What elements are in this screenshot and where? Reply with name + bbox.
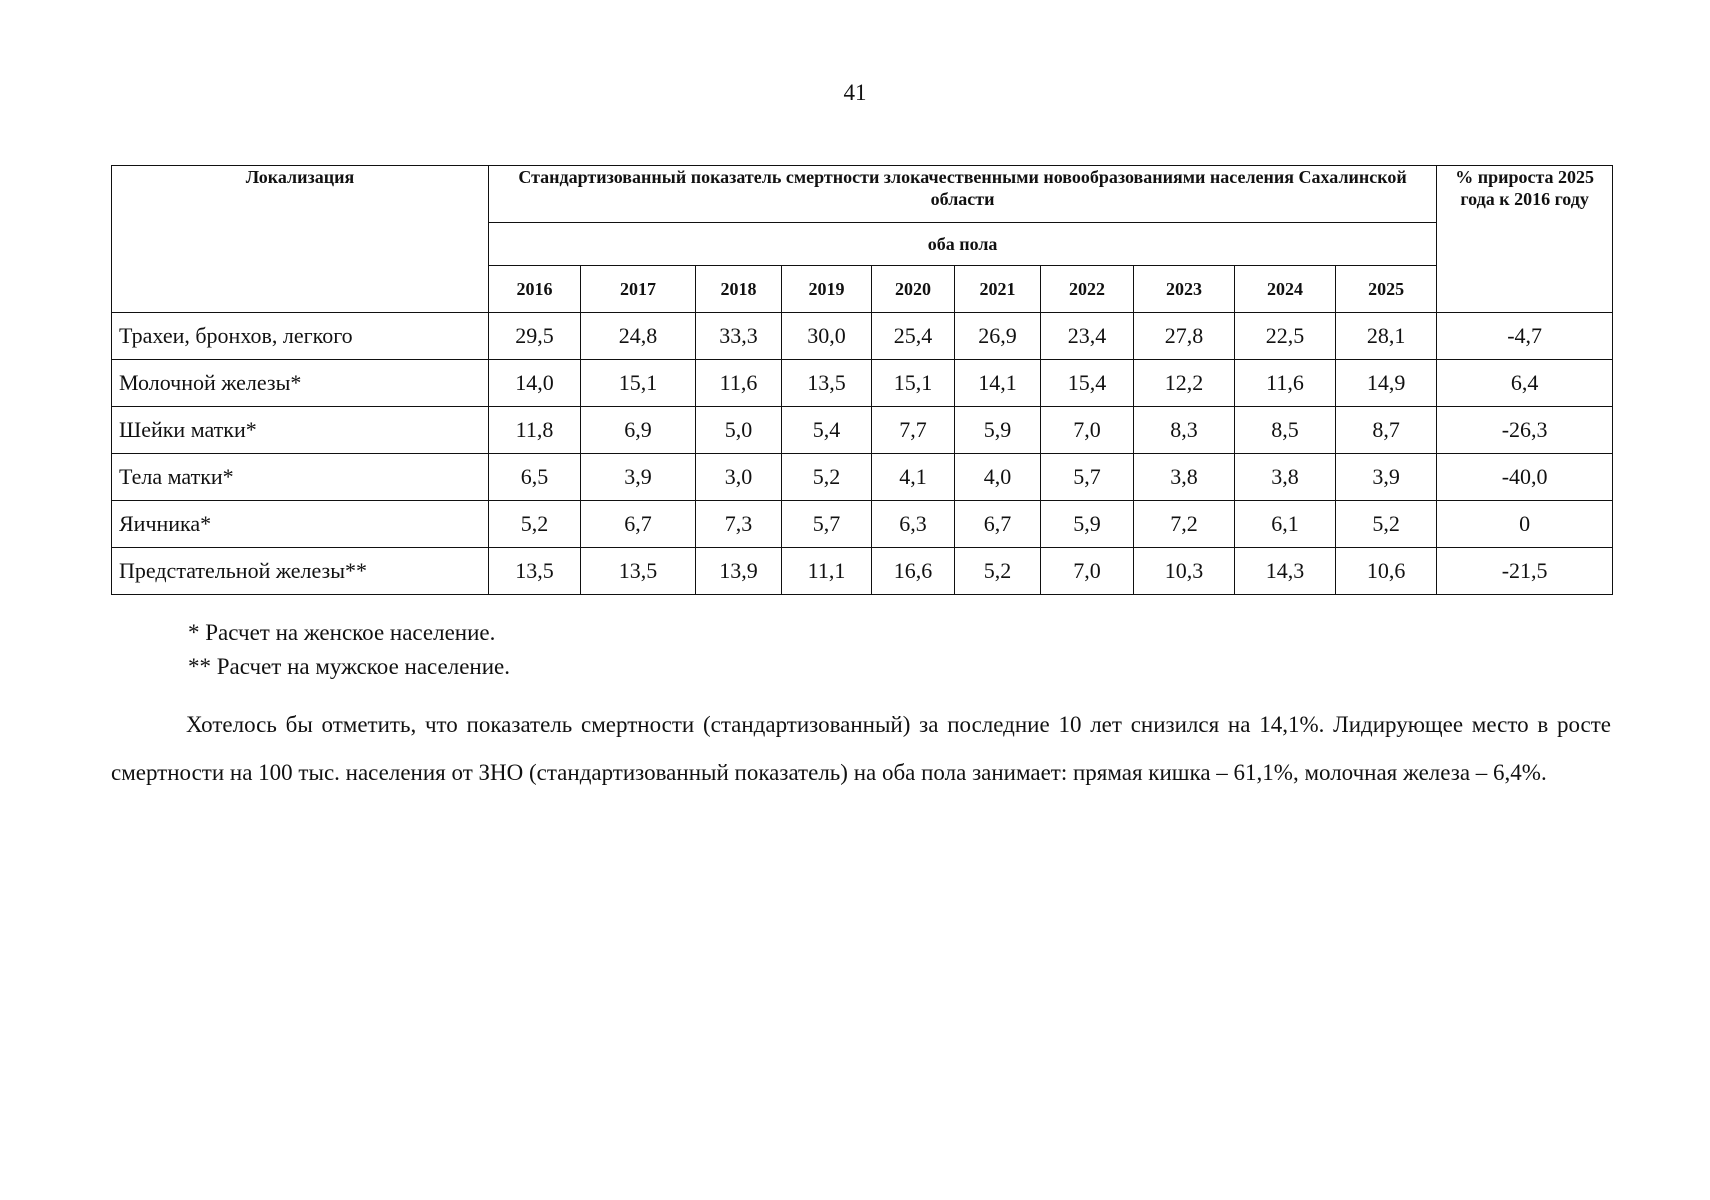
value-cell: 5,2 bbox=[489, 501, 581, 548]
value-cell: 22,5 bbox=[1235, 313, 1336, 360]
page-number: 41 bbox=[843, 80, 867, 105]
localization-header: Локализация bbox=[112, 166, 489, 313]
value-cell: 5,2 bbox=[782, 454, 872, 501]
growth-cell: -4,7 bbox=[1437, 313, 1613, 360]
footnote-male: ** Расчет на мужское население. bbox=[188, 654, 510, 679]
growth-cell: -21,5 bbox=[1437, 548, 1613, 595]
value-cell: 14,3 bbox=[1235, 548, 1336, 595]
value-cell: 14,0 bbox=[489, 360, 581, 407]
value-cell: 23,4 bbox=[1041, 313, 1134, 360]
table-row bbox=[112, 313, 1613, 360]
value-cell: 5,7 bbox=[1041, 454, 1134, 501]
year-header: 2024 bbox=[1235, 266, 1336, 313]
value-cell: 13,5 bbox=[489, 548, 581, 595]
value-cell: 15,1 bbox=[581, 360, 696, 407]
value-cell: 7,0 bbox=[1041, 407, 1134, 454]
year-header: 2019 bbox=[782, 266, 872, 313]
value-cell: 5,2 bbox=[1336, 501, 1437, 548]
growth-cell: -40,0 bbox=[1437, 454, 1613, 501]
value-cell: 5,9 bbox=[955, 407, 1041, 454]
year-header: 2018 bbox=[696, 266, 782, 313]
row-label: Молочной железы* bbox=[112, 360, 489, 407]
value-cell: 8,7 bbox=[1336, 407, 1437, 454]
growth-cell: 0 bbox=[1437, 501, 1613, 548]
year-header: 2022 bbox=[1041, 266, 1134, 313]
value-cell: 15,1 bbox=[872, 360, 955, 407]
value-cell: 5,9 bbox=[1041, 501, 1134, 548]
table-body bbox=[112, 313, 1613, 595]
value-cell: 5,7 bbox=[782, 501, 872, 548]
conclusion-paragraph bbox=[111, 701, 1611, 797]
year-header: 2025 bbox=[1336, 266, 1437, 313]
value-cell: 8,3 bbox=[1134, 407, 1235, 454]
value-cell: 11,6 bbox=[696, 360, 782, 407]
row-label: Яичника* bbox=[112, 501, 489, 548]
value-cell: 8,5 bbox=[1235, 407, 1336, 454]
value-cell: 11,1 bbox=[782, 548, 872, 595]
subgroup-header: оба пола bbox=[489, 223, 1437, 266]
value-cell: 25,4 bbox=[872, 313, 955, 360]
value-cell: 16,6 bbox=[872, 548, 955, 595]
table-row bbox=[112, 548, 1613, 595]
value-cell: 4,1 bbox=[872, 454, 955, 501]
value-cell: 3,9 bbox=[581, 454, 696, 501]
table-row bbox=[112, 407, 1613, 454]
value-cell: 3,9 bbox=[1336, 454, 1437, 501]
value-cell: 26,9 bbox=[955, 313, 1041, 360]
mortality-table bbox=[111, 165, 1613, 595]
year-header: 2017 bbox=[581, 266, 696, 313]
value-cell: 29,5 bbox=[489, 313, 581, 360]
value-cell: 3,8 bbox=[1134, 454, 1235, 501]
value-cell: 12,2 bbox=[1134, 360, 1235, 407]
value-cell: 5,0 bbox=[696, 407, 782, 454]
value-cell: 13,5 bbox=[581, 548, 696, 595]
value-cell: 14,9 bbox=[1336, 360, 1437, 407]
value-cell: 33,3 bbox=[696, 313, 782, 360]
value-cell: 30,0 bbox=[782, 313, 872, 360]
value-cell: 7,0 bbox=[1041, 548, 1134, 595]
value-cell: 5,4 bbox=[782, 407, 872, 454]
value-cell: 11,8 bbox=[489, 407, 581, 454]
conclusion-text: Хотелось бы отметить, что показатель смертности (стандартизованный) за последние 10 лет снизился на 14,1%. Лидирующее место в росте смертности на 100 тыс. населения от ЗНО (стандартизованный показатель) на оба пола занимает: прямая кишка – 61,1%, молочная железа – 6,4%. bbox=[111, 712, 1611, 785]
value-cell: 6,5 bbox=[489, 454, 581, 501]
value-cell: 5,2 bbox=[955, 548, 1041, 595]
value-cell: 7,3 bbox=[696, 501, 782, 548]
year-header: 2021 bbox=[955, 266, 1041, 313]
table-row bbox=[112, 360, 1613, 407]
value-cell: 4,0 bbox=[955, 454, 1041, 501]
header-row-main bbox=[112, 166, 1613, 223]
value-cell: 15,4 bbox=[1041, 360, 1134, 407]
growth-cell: -26,3 bbox=[1437, 407, 1613, 454]
value-cell: 28,1 bbox=[1336, 313, 1437, 360]
value-cell: 11,6 bbox=[1235, 360, 1336, 407]
value-cell: 13,9 bbox=[696, 548, 782, 595]
value-cell: 24,8 bbox=[581, 313, 696, 360]
year-header: 2020 bbox=[872, 266, 955, 313]
value-cell: 6,7 bbox=[581, 501, 696, 548]
row-label: Предстательной железы** bbox=[112, 548, 489, 595]
growth-cell: 6,4 bbox=[1437, 360, 1613, 407]
value-cell: 7,7 bbox=[872, 407, 955, 454]
year-header: 2016 bbox=[489, 266, 581, 313]
row-label: Трахеи, бронхов, легкого bbox=[112, 313, 489, 360]
footnote-female: * Расчет на женское население. bbox=[188, 620, 496, 645]
indicator-header: Стандартизованный показатель смертности злокачественными новообразованиями населения Сахалинской области bbox=[489, 166, 1437, 223]
table-row bbox=[112, 454, 1613, 501]
value-cell: 27,8 bbox=[1134, 313, 1235, 360]
value-cell: 3,0 bbox=[696, 454, 782, 501]
growth-header: % прироста 2025 года к 2016 году bbox=[1437, 166, 1613, 313]
table-row bbox=[112, 501, 1613, 548]
row-label: Шейки матки* bbox=[112, 407, 489, 454]
value-cell: 10,6 bbox=[1336, 548, 1437, 595]
value-cell: 6,1 bbox=[1235, 501, 1336, 548]
year-header: 2023 bbox=[1134, 266, 1235, 313]
value-cell: 13,5 bbox=[782, 360, 872, 407]
value-cell: 6,3 bbox=[872, 501, 955, 548]
value-cell: 10,3 bbox=[1134, 548, 1235, 595]
value-cell: 3,8 bbox=[1235, 454, 1336, 501]
value-cell: 7,2 bbox=[1134, 501, 1235, 548]
row-label: Тела матки* bbox=[112, 454, 489, 501]
value-cell: 14,1 bbox=[955, 360, 1041, 407]
value-cell: 6,9 bbox=[581, 407, 696, 454]
value-cell: 6,7 bbox=[955, 501, 1041, 548]
